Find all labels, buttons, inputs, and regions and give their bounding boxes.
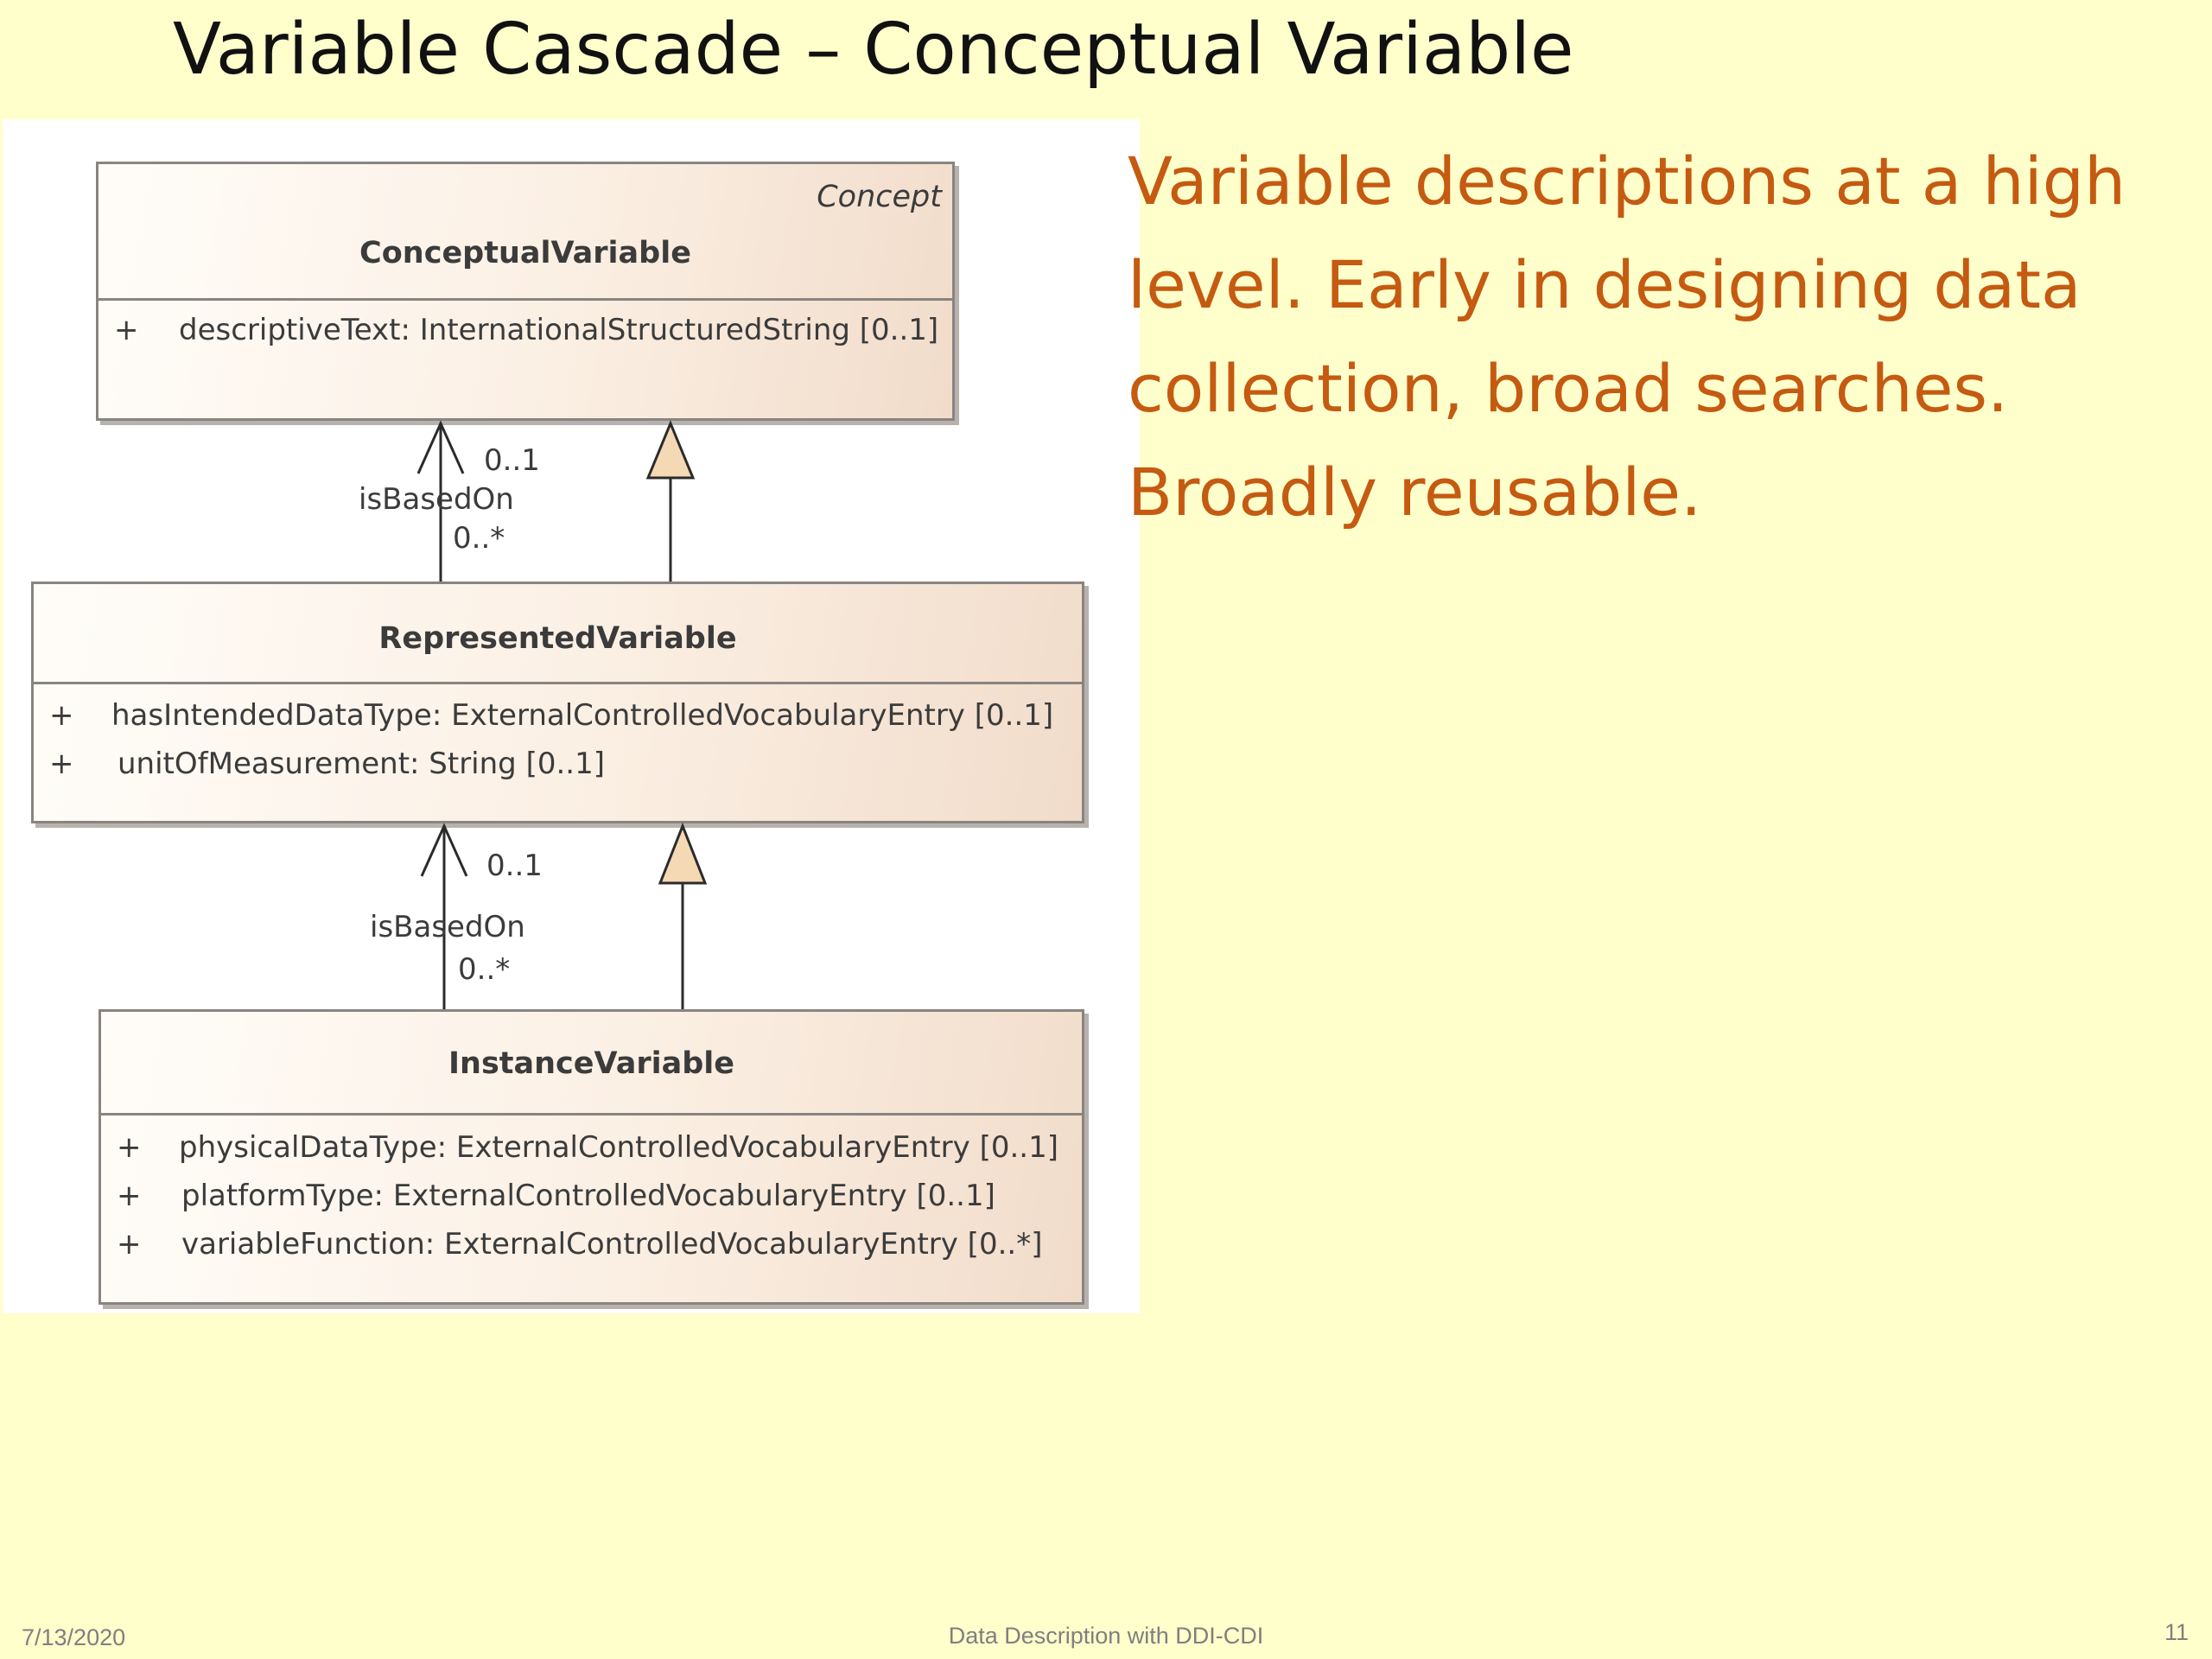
attribute-visibility: + — [117, 1130, 142, 1165]
attribute-text: hasIntendedDataType: ExternalControlledVocabularyEntry [0..1] — [111, 698, 1054, 733]
generalization-triangle-icon — [660, 826, 705, 883]
footer-title: Data Description with DDI-CDI — [948, 1623, 1264, 1649]
attribute-text: variableFunction: ExternalControlledVocabularyEntry [0..*] — [181, 1227, 1043, 1262]
generalization-line-1 — [648, 423, 693, 582]
attribute-text: platformType: ExternalControlledVocabularyEntry [0..1] — [181, 1179, 995, 1213]
association-1-source-multiplicity: 0..* — [453, 521, 505, 556]
attribute-visibility: + — [114, 313, 139, 347]
attribute-visibility: + — [49, 747, 74, 781]
slide-title: Variable Cascade – Conceptual Variable — [173, 9, 1574, 91]
class-name: InstanceVariable — [448, 1046, 734, 1081]
association-2-name: isBasedOn — [370, 910, 525, 944]
association-2-target-multiplicity: 0..1 — [486, 849, 543, 883]
association-1-name: isBasedOn — [359, 482, 514, 517]
footer-page-number: 11 — [2164, 1619, 2189, 1645]
association-1-target-multiplicity: 0..1 — [484, 443, 540, 478]
class-stereotype: Concept — [817, 180, 942, 214]
association-2-source-multiplicity: 0..* — [458, 952, 511, 987]
generalization-triangle-icon — [648, 423, 693, 478]
class-name: ConceptualVariable — [359, 236, 691, 270]
attribute-text: physicalDataType: ExternalControlledVocabularyEntry [0..1] — [179, 1130, 1058, 1165]
attribute-visibility: + — [49, 698, 74, 733]
generalization-line-2 — [660, 826, 705, 1009]
footer-date: 7/13/2020 — [22, 1624, 126, 1650]
class-name: RepresentedVariable — [378, 621, 737, 656]
attribute-text: descriptiveText: InternationalStructuredString [0..1] — [179, 313, 939, 347]
attribute-visibility: + — [117, 1179, 142, 1213]
attribute-text: unitOfMeasurement: String [0..1] — [118, 747, 605, 781]
slide-description: Variable descriptions at a high level. Early in designing data collection, broad searches. Broadly reusable. — [1128, 143, 2126, 531]
diagram-connectors — [3, 119, 1140, 1313]
attribute-visibility: + — [117, 1227, 142, 1262]
